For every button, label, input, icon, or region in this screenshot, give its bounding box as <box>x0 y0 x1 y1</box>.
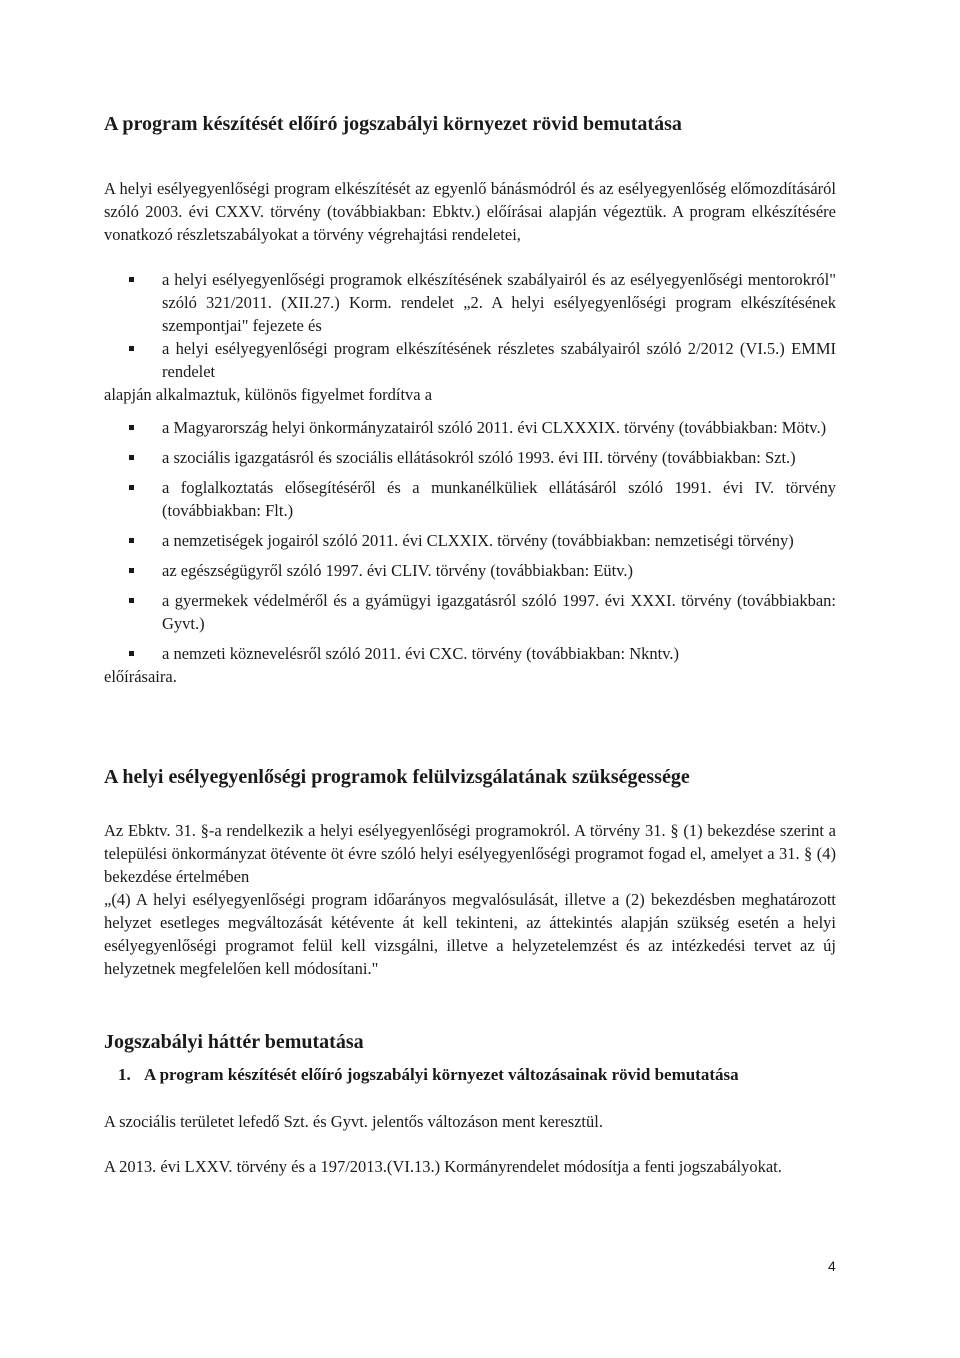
closing-paragraph: előírásaira. <box>104 667 177 686</box>
section-title-review: A helyi esélyegyenlőségi programok felülvizsgálatának szükségessége <box>104 766 690 788</box>
page-number: 4 <box>828 1258 836 1274</box>
list-item: a nemzetiségek jogairól szóló 2011. évi CLXXIX. törvény (továbbiakban: nemzetiségi törvény) <box>104 529 836 552</box>
list-item: a szociális igazgatásról és szociális ellátásokról szóló 1993. évi III. törvény (továbbiakban: Szt.) <box>104 446 836 469</box>
section-title-legal-background: Jogszabályi háttér bemutatása <box>104 1031 364 1053</box>
law-list <box>104 416 836 665</box>
intro-paragraph: A helyi esélyegyenlőségi program elkészítését az egyenlő bánásmódról és az esélyegyenlőség előmozdításáról szóló 2003. évi CXXV. törvény (továbbiakban: Ebktv.) előírásai alapján végeztük. A program elkészítésére vonatkozó részletszabályokat a törvény végrehajtási rendeletei, <box>104 179 836 244</box>
subsection-number: 1. <box>118 1065 131 1084</box>
quote-paragraph: „(4) A helyi esélyegyenlőségi program időarányos megvalósulását, illetve a (2) bekezdésben meghatározott helyzet esetleges megváltozását kétévente át kell tekinteni, az áttekintés alapján szükség esetén a helyi esélyegyenlőségi programot felül kell vizsgálni, illetve a helyzetelemzést és az intézkedési tervet az új helyzetnek megfelelően kell módosítani." <box>104 890 836 978</box>
list-item: a Magyarország helyi önkormányzatairól szóló 2011. évi CLXXXIX. törvény (továbbiakban: Mötv.) <box>104 416 836 439</box>
list-item: a nemzeti köznevelésről szóló 2011. évi CXC. törvény (továbbiakban: Nkntv.) <box>104 642 836 665</box>
list-item: a helyi esélyegyenlőségi programok elkészítésének szabályairól és az esélyegyenlőségi mentorokról" szóló 321/2011. (XII.27.) Korm. rendelet „2. A helyi esélyegyenlőségi program elkészítésének szempontjai" fejezete és <box>104 268 836 337</box>
list-item: a foglalkoztatás elősegítéséről és a munkanélküliek ellátásáról szóló 1991. évi IV. törvény (továbbiakban: Flt.) <box>104 476 836 522</box>
middle-paragraph: alapján alkalmaztuk, különös figyelmet fordítva a <box>104 385 433 404</box>
subsection-title: A program készítését előíró jogszabályi környezet változásainak rövid bemutatása <box>144 1065 739 1084</box>
review-paragraph: Az Ebktv. 31. §-a rendelkezik a helyi esélyegyenlőségi programokról. A törvény 31. § (1) bekezdése szerint a települési önkormányzat ötévente öt évre szóló helyi esélyegyenlőségi programot fogad el, amelyet a 31. § (4) bekezdése értelmében <box>104 821 836 886</box>
regulation-list <box>104 268 836 383</box>
amendment-paragraph: A 2013. évi LXXV. törvény és a 197/2013.(VI.13.) Kormányrendelet módosítja a fenti jogszabályokat. <box>104 1157 782 1177</box>
list-item: a helyi esélyegyenlőségi program elkészítésének részletes szabályairól szóló 2/2012 (VI.5.) EMMI rendelet <box>104 337 836 383</box>
list-item: a gyermekek védelméről és a gyámügyi igazgatásról szóló 1997. évi XXXI. törvény (továbbiakban: Gyvt.) <box>104 589 836 635</box>
section-title-legal-environment: A program készítését előíró jogszabályi környezet rövid bemutatása <box>104 113 682 135</box>
changes-paragraph: A szociális területet lefedő Szt. és Gyvt. jelentős változáson ment keresztül. <box>104 1112 603 1132</box>
subsection-heading <box>104 1064 836 1086</box>
document-page <box>104 108 836 1178</box>
list-item: az egészségügyről szóló 1997. évi CLIV. törvény (továbbiakban: Eütv.) <box>104 559 836 582</box>
